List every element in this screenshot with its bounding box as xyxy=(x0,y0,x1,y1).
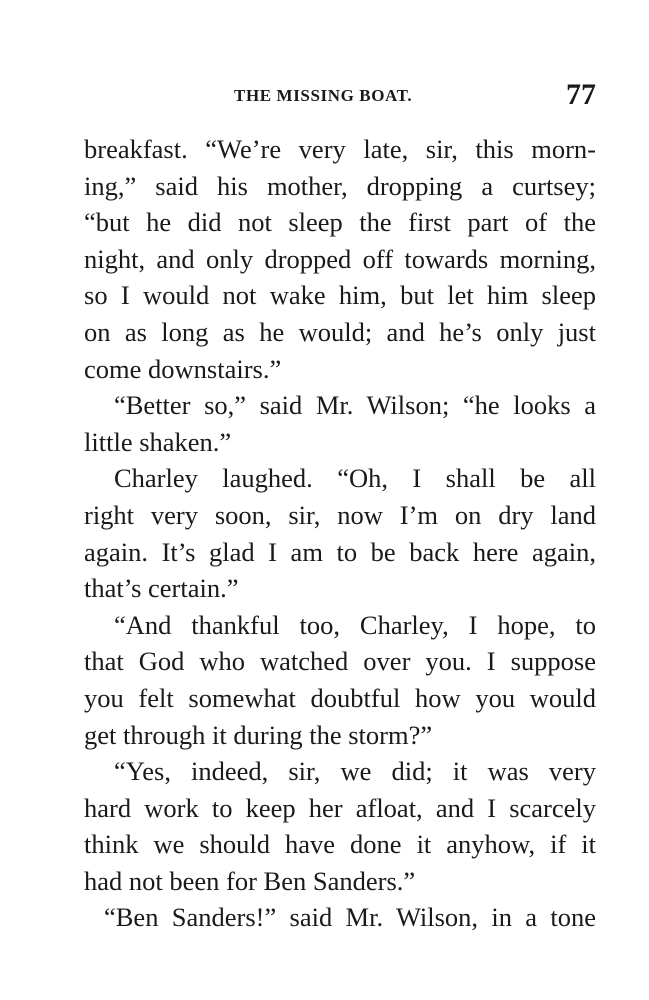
text-line: Charley laughed. “Oh, I shall be all xyxy=(114,463,596,494)
text-line: breakfast. “We’re very late, sir, this morn- xyxy=(84,134,596,164)
text-line: “but he did not sleep the first part of the xyxy=(84,207,596,238)
text-line: you felt somewhat doubtful how you would xyxy=(84,682,596,713)
text-line: “Yes, indeed, sir, we did; it was very xyxy=(114,756,596,787)
text-line: that God who watched over you. I suppose xyxy=(84,646,596,677)
text-line: “Ben Sanders!” said Mr. Wilson, in a tone xyxy=(104,902,596,933)
text-line: come downstairs.” xyxy=(84,353,282,384)
text-line: hard work to keep her afloat, and I scarcely xyxy=(84,792,596,823)
text-line: again. It’s glad I am to be back here again, xyxy=(84,536,596,567)
page-number: 77 xyxy=(566,78,596,111)
text-line: “And thankful too, Charley, I hope, to xyxy=(114,609,596,640)
text-line: that’s certain.” xyxy=(84,573,239,604)
text-line: on as long as he would; and he’s only just xyxy=(84,316,596,347)
text-line: had not been for Ben Sanders.” xyxy=(84,865,416,896)
text-line: think we should have done it anyhow, if it xyxy=(84,829,596,860)
text-line: little shaken.” xyxy=(84,426,232,457)
text-line: night, and only dropped off towards morning, xyxy=(84,243,596,274)
page-header xyxy=(84,80,596,114)
text-line: get through it during the storm?” xyxy=(84,719,433,750)
text-line: ing,” said his mother, dropping a curtsey; xyxy=(84,170,596,201)
text-line: right very soon, sir, now I’m on dry land xyxy=(84,499,596,530)
body-text xyxy=(84,131,596,936)
text-line: “Better so,” said Mr. Wilson; “he looks a xyxy=(114,390,596,421)
running-head: THE MISSING BOAT. xyxy=(234,86,413,105)
text-line: so I would not wake him, but let him sleep xyxy=(84,280,596,311)
